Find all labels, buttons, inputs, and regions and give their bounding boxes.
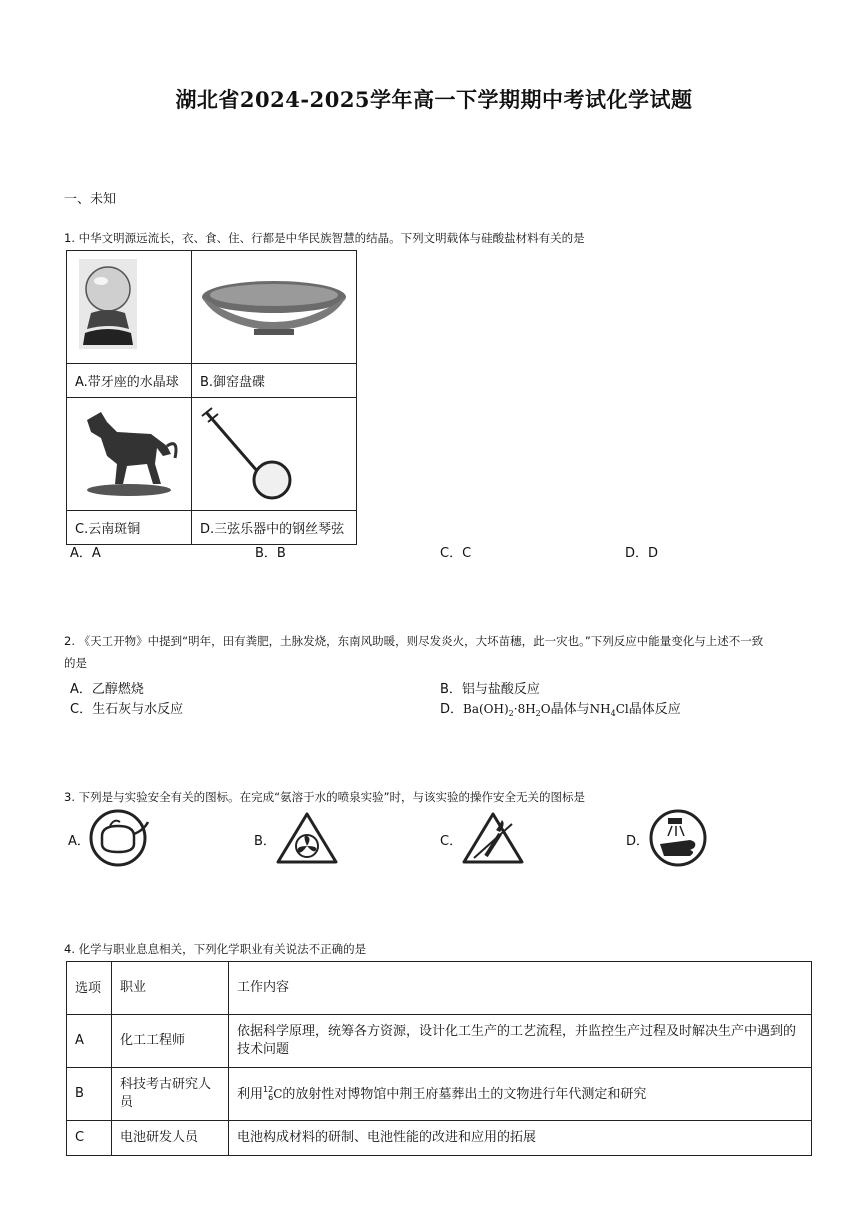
porcelain-plate-image (192, 251, 357, 364)
hot-surface-icon[interactable] (88, 808, 154, 868)
q2-option-d-text: 晶体反应 (628, 702, 681, 717)
wash-hands-icon[interactable] (646, 808, 712, 868)
row-a-option: A (67, 1015, 112, 1068)
carbon-isotope (263, 1086, 273, 1102)
table-row (67, 1121, 812, 1156)
crystal-ball-image (67, 251, 192, 364)
q1-cell-c: C.云南斑铜 (67, 511, 192, 545)
formula-part: Ba(OH) (463, 702, 509, 716)
formula-part: ·8H (513, 702, 536, 716)
q2-option-d-prefix: D． (440, 702, 464, 717)
row-c-option: C (67, 1121, 112, 1156)
formula-part: Cl (615, 702, 629, 716)
table-row (67, 1068, 812, 1121)
q1-cell-d: D.三弦乐器中的钢丝琴弦 (192, 511, 357, 545)
row-b-content (229, 1068, 812, 1121)
q1-option-d[interactable]: D．D (625, 546, 659, 561)
isotope-mass-number: 12 (263, 1085, 274, 1094)
bronze-horse-icon (67, 398, 191, 506)
formula-subscript: 2 (535, 709, 541, 718)
q4-stem: 4. 化学与职业息息相关，下列化学职业有关说法不正确的是 (64, 942, 367, 956)
row-b-job: 科技考古研究人员 (112, 1068, 229, 1121)
row-c-job: 电池研发人员 (112, 1121, 229, 1156)
q3-stem: 3. 下列是与实验安全有关的图标。在完成“氨溶于水的喷泉实验”时，与该实验的操作安全无关的图标是 (64, 790, 586, 804)
bronze-horse-image (67, 398, 192, 511)
header-content: 工作内容 (229, 962, 812, 1015)
row-a-job: 化工工程师 (112, 1015, 229, 1068)
isotope-atomic-number: 6 (268, 1093, 274, 1102)
q1-cell-b: B.御窑盘碟 (192, 364, 357, 398)
header-job: 职业 (112, 962, 229, 1015)
q3-option-a-label[interactable]: A． (68, 834, 90, 849)
row-c-content: 电池构成材料的研制、电池性能的改进和应用的拓展 (229, 1121, 812, 1156)
q2-stem-line1: 2. 《天工开物》中提到“明年，田有粪肥，土脉发烧，东南风助暖，则尽发炎火，大坏苗穗，此一灾也。”下列反应中能量变化与上述不一致 (64, 634, 764, 648)
porcelain-plate-icon (192, 251, 356, 359)
barium-hydroxide-formula (463, 702, 551, 716)
formula-subscript: 4 (610, 709, 616, 718)
table-row (67, 1015, 812, 1068)
sanxian-instrument-icon (192, 398, 356, 506)
row-b-option: B (67, 1068, 112, 1121)
q2-stem-line2: 的是 (64, 656, 87, 670)
q2-option-c[interactable]: C．生石灰与水反应 (70, 702, 184, 717)
formula-part: NH (589, 702, 611, 716)
row-b-content-text: 利用 (237, 1086, 264, 1102)
q3-option-b-label[interactable]: B． (254, 834, 276, 849)
q2-option-d[interactable] (440, 698, 681, 718)
q1-option-b[interactable]: B．B (255, 546, 286, 561)
q1-cell-a: A.带牙座的水晶球 (67, 364, 192, 398)
formula-subscript: 2 (508, 709, 514, 718)
q3-option-c-label[interactable]: C． (440, 834, 463, 849)
row-b-content-text: 的放射性对博物馆中荆王府墓葬出土的文物进行年代测定和研究 (282, 1086, 647, 1102)
q1-option-a[interactable]: A．A (70, 546, 101, 561)
sanxian-instrument-image (192, 398, 357, 511)
isotope-element: C (273, 1086, 283, 1101)
table-header-row (67, 962, 812, 1015)
no-flame-icon[interactable] (460, 810, 526, 866)
header-option: 选项 (67, 962, 112, 1015)
q2-option-d-text: 晶体与 (550, 702, 590, 717)
section-heading: 一、未知 (64, 192, 117, 207)
q4-career-table (66, 961, 812, 1156)
row-a-content: 依据科学原理，统筹各方资源，设计化工生产的工艺流程，并监控生产过程及时解决生产中遇到的技术问题 (229, 1015, 812, 1068)
ammonium-chloride-formula (590, 702, 629, 716)
q2-option-b[interactable]: B．铝与盐酸反应 (440, 682, 540, 697)
page-title: 湖北省2024-2025学年高一下学期期中考试化学试题 (175, 87, 693, 112)
crystal-ball-icon (67, 251, 191, 359)
ventilation-fan-icon[interactable] (274, 810, 340, 866)
q1-option-c[interactable]: C．C (440, 546, 472, 561)
q2-option-a[interactable]: A．乙醇燃烧 (70, 682, 144, 697)
formula-part: O (540, 702, 551, 716)
q1-image-table (66, 250, 357, 545)
q3-option-d-label[interactable]: D． (626, 834, 650, 849)
q1-stem: 1. 中华文明源远流长，衣、食、住、行都是中华民族智慧的结晶。下列文明载体与硅酸盐材料有关的是 (64, 231, 585, 245)
